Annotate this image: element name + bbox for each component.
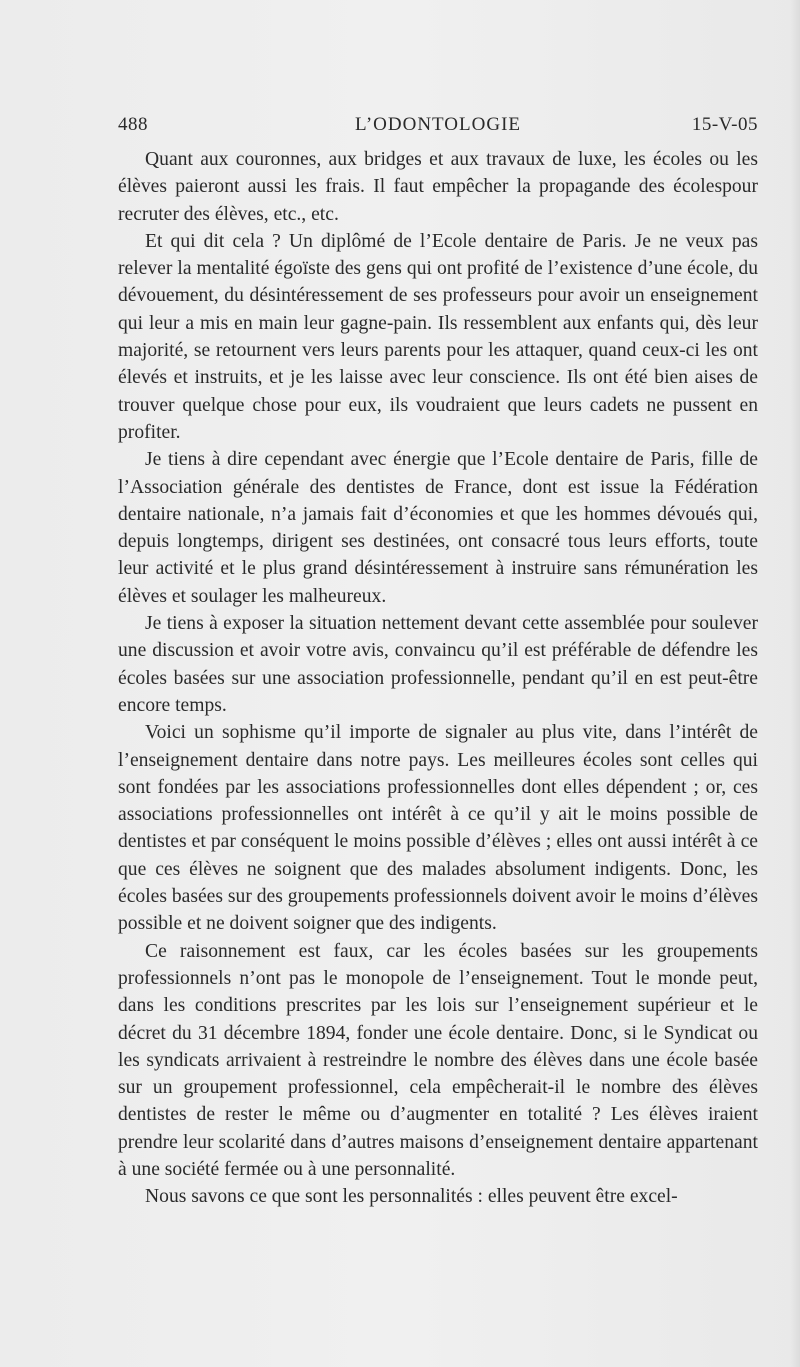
journal-title: L’ODONTOLOGIE [354,114,522,135]
paragraph: Je tiens à exposer la situation nettement devant cette assemblée pour soulever une discussion et avoir votre avis, convaincu qu’il est préférable de défendre les écoles basées sur une association professionnelle, pendant qu’il en est peut-être encore temps. [118,613,758,716]
issue-date: 15-V-05 [691,114,758,135]
paragraph: Je tiens à dire cependant avec énergie que l’Ecole dentaire de Paris, fille de l’Association générale des dentistes de France, dont est issue la Fédération dentaire nationale, n’a jamais fait d’économies et que les hommes dévoués qui, depuis longtemps, dirigent ses destinées, ont consacré tous leurs efforts, toute leur activité et le plus grand désintéressement à instruire sans rémunération les élèves et soulager les malheureux. [118,449,758,607]
page-number: 488 [118,114,148,135]
page-edge-shadow [790,0,800,1367]
paragraph: Ce raisonnement est faux, car les écoles basées sur les groupements professionnels n’ont pas le monopole de l’enseignement. Tout le monde peut, dans les conditions prescrites par les lois sur l’enseignement supérieur et le décret du 31 décembre 1894, fonder une école dentaire. Donc, si le Syndicat ou les syndicats arrivaient à restreindre le nombre des élèves dans une école basée sur un groupement professionnel, cela empêcherait-il le nombre des élèves dentistes de rester le même ou d’augmenter en totalité ? Les élèves iraient prendre leur scolarité dans d’autres maisons d’enseignement dentaire appartenant à une société fermée ou à une personnalité. [118,940,758,1180]
paragraph: Nous savons ce que sont les personnalités : elles peuvent être excel- [145,1186,678,1208]
paragraph: Quant aux couronnes, aux bridges et aux travaux de luxe, les écoles ou les élèves paieront aussi les frais. Il faut empêcher la propagande des écolespour recruter des élèves, etc., etc. [118,149,758,225]
paragraph: Et qui dit cela ? Un diplômé de l’Ecole dentaire de Paris. Je ne veux pas relever la mentalité égoïste des gens qui ont profité de l’existence d’une école, du dévouement, du désintéressement de ses professeurs pour avoir un enseignement qui leur a mis en main leur gagne-pain. Ils ressemblent aux enfants qui, dès leur majorité, se retournent vers leurs parents pour les attaquer, quand ceux-ci les ont élevés et instruits, et je les laisse avec leur conscience. Ils ont été bien aises de trouver quelque chose pour eux, ils voudraient que leurs cadets ne pussent en profiter. [118,230,758,443]
running-header [118,114,758,144]
body-text [118,146,758,1211]
paragraph: Voici un sophisme qu’il importe de signaler au plus vite, dans l’intérêt de l’enseignement dentaire dans notre pays. Les meilleures écoles sont celles qui sont fondées par les associations professionnelles dont elles dépendent ; or, ces associations professionnelles ont intérêt à ce qu’il y ait le moins possible de dentistes et par conséquent le moins possible d’élèves ; elles ont aussi intérêt à ce que ces élèves ne soignent que des malades absolument indigents. Donc, les écoles basées sur des groupements professionnels doivent avoir le moins d’élèves possible et ne doivent soigner que des indigents. [118,722,758,935]
